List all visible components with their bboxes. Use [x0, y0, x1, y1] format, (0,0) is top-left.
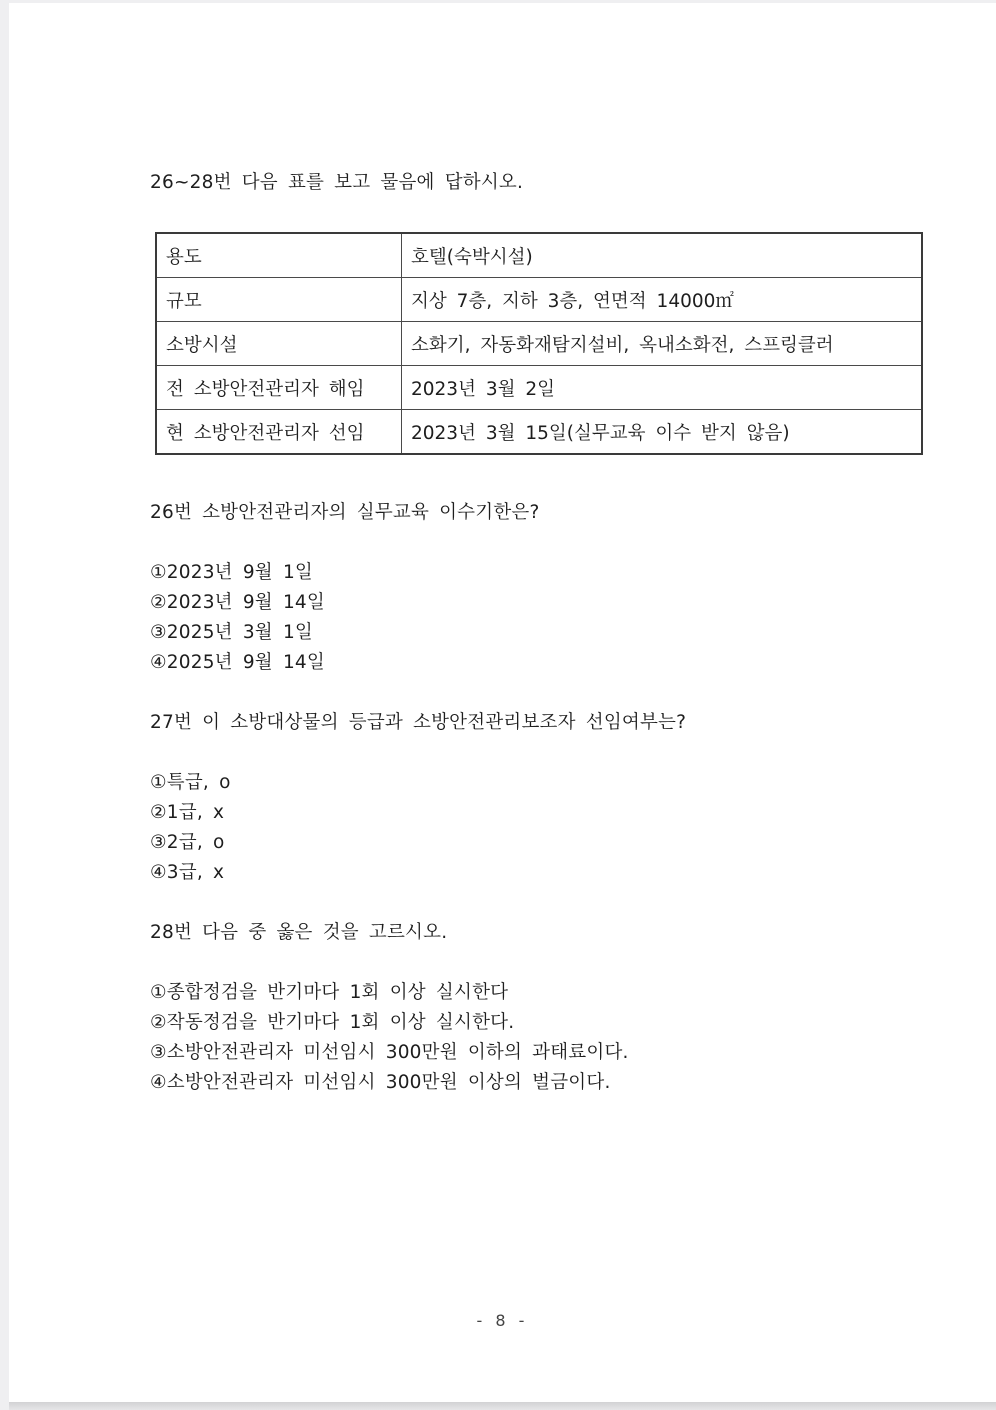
question-27-option: ③2급, o	[150, 832, 225, 853]
building-info-table	[155, 232, 923, 455]
table-cell-value: 2023년 3월 15일(실무교육 이수 받지 않음)	[402, 410, 923, 455]
question-27-option: ④3급, x	[150, 862, 225, 883]
table-cell-label: 용도	[156, 233, 402, 278]
table-cell-value: 2023년 3월 2일	[402, 366, 923, 410]
table-cell-label: 규모	[156, 278, 402, 322]
question-27-option: ①특급, o	[150, 772, 231, 793]
question-26-text: 26번 소방안전관리자의 실무교육 이수기한은?	[150, 502, 540, 523]
table-row	[156, 278, 922, 322]
table-cell-value: 호텔(숙박시설)	[402, 233, 923, 278]
question-26-option: ④2025년 9월 14일	[150, 652, 325, 673]
table-cell-value: 지상 7층, 지하 3층, 연면적 14000㎡	[402, 278, 923, 322]
question-27-text: 27번 이 소방대상물의 등급과 소방안전관리보조자 선임여부는?	[150, 712, 687, 733]
table-row	[156, 233, 922, 278]
question-28-text: 28번 다음 중 옳은 것을 고르시오.	[150, 922, 448, 943]
table-cell-label: 전 소방안전관리자 해임	[156, 366, 402, 410]
question-26-option: ③2025년 3월 1일	[150, 622, 313, 643]
table-row	[156, 410, 922, 455]
table-cell-label: 현 소방안전관리자 선임	[156, 410, 402, 455]
table-cell-value: 소화기, 자동화재탐지설비, 옥내소화전, 스프링클러	[402, 322, 923, 366]
question-28-option: ①종합정검을 반기마다 1회 이상 실시한다	[150, 982, 509, 1003]
page-bottom-edge	[9, 1402, 996, 1410]
page-number: - 8 -	[476, 1311, 529, 1330]
question-26-option: ①2023년 9월 1일	[150, 562, 313, 583]
question-28-option: ②작동정검을 반기마다 1회 이상 실시한다.	[150, 1012, 515, 1033]
question-27-option: ②1급, x	[150, 802, 225, 823]
question-26-option: ②2023년 9월 14일	[150, 592, 325, 613]
instruction-text: 26~28번 다음 표를 보고 물음에 답하시오.	[150, 172, 524, 193]
page-content	[9, 3, 996, 1402]
table-cell-label: 소방시설	[156, 322, 402, 366]
document-page	[9, 3, 996, 1402]
question-28-option: ④소방안전관리자 미선임시 300만원 이상의 벌금이다.	[150, 1072, 611, 1093]
table-row	[156, 366, 922, 410]
table-row	[156, 322, 922, 366]
question-28-option: ③소방안전관리자 미선임시 300만원 이하의 과태료이다.	[150, 1042, 629, 1063]
